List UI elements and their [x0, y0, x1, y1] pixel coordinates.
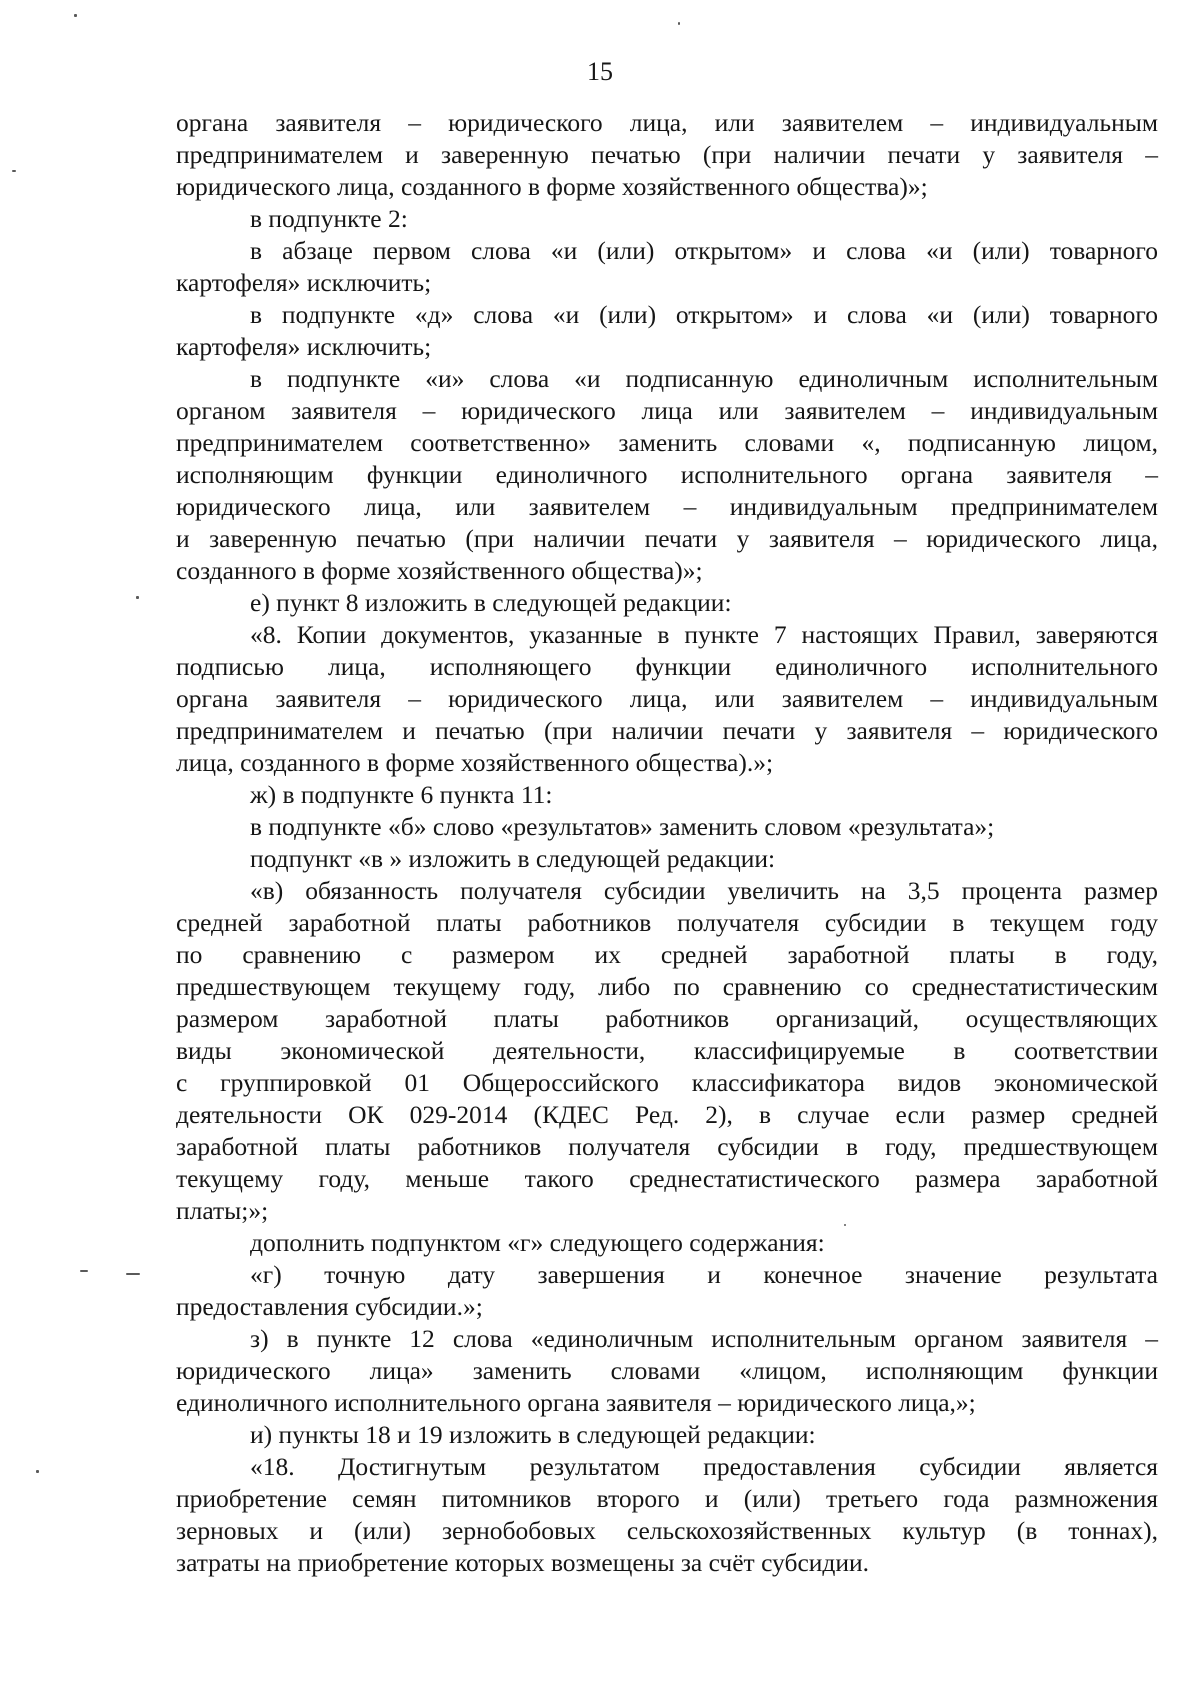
scan-speck [80, 1270, 88, 1272]
text-line: с группировкой 01 Общероссийского классификатора видов экономической [176, 1068, 1158, 1097]
text-line: деятельности ОК 029-2014 (КДЕС Ред. 2), в случае если размер средней [176, 1100, 1158, 1129]
scan-speck [844, 1224, 846, 1226]
text-line: лица, созданного в форме хозяйственного общества).»; [176, 748, 774, 777]
text-line: юридического лица, созданного в форме хозяйственного общества)»; [176, 172, 928, 201]
text-line: картофеля» исключить; [176, 332, 432, 361]
text-line: «18. Достигнутым результатом предоставления субсидии является [250, 1452, 1158, 1481]
text-line: единоличного исполнительного органа заявителя – юридического лица,»; [176, 1388, 976, 1417]
text-line: исполняющим функции единоличного исполнительного органа заявителя – [176, 460, 1158, 489]
text-line: дополнить подпунктом «г» следующего содержания: [250, 1228, 825, 1257]
scan-speck [126, 1273, 140, 1275]
text-line: текущему году, меньше такого среднестатистического размера заработной [176, 1164, 1158, 1193]
text-line: заработной платы работников получателя субсидии в году, предшествующем [176, 1132, 1158, 1161]
text-line: и) пункты 18 и 19 изложить в следующей редакции: [250, 1420, 816, 1449]
text-line: в абзаце первом слова «и (или) открытом» и слова «и (или) товарного [250, 236, 1158, 265]
text-line: подписью лица, исполняющего функции единоличного исполнительного [176, 652, 1158, 681]
text-line: средней заработной платы работников получателя субсидии в текущем году [176, 908, 1158, 937]
text-line: юридического лица, или заявителем – индивидуальным предпринимателем [176, 492, 1158, 521]
page-number: 15 [587, 57, 613, 86]
scan-speck [136, 596, 139, 599]
document-body [176, 107, 1158, 1579]
text-line: в подпункте 2: [250, 204, 408, 233]
text-line: и заверенную печатью (при наличии печати у заявителя – юридического лица, [176, 524, 1158, 553]
text-line: в подпункте «д» слова «и (или) открытом» и слова «и (или) товарного [250, 300, 1158, 329]
text-line: предпринимателем и заверенную печатью (при наличии печати у заявителя – [176, 140, 1158, 169]
text-line: «в) обязанность получателя субсидии увеличить на 3,5 процента размер [250, 876, 1158, 905]
text-line: «8. Копии документов, указанные в пункте 7 настоящих Правил, заверяются [250, 620, 1158, 649]
text-line: предоставления субсидии.»; [176, 1292, 483, 1321]
scan-speck [74, 14, 77, 17]
scan-speck [678, 22, 680, 25]
text-line: органа заявителя – юридического лица, или заявителем – индивидуальным [176, 684, 1158, 713]
scan-speck [36, 1470, 39, 1473]
text-line: юридического лица» заменить словами «лицом, исполняющим функции [176, 1356, 1158, 1385]
text-line: предпринимателем и печатью (при наличии печати у заявителя – юридического [176, 716, 1158, 745]
scan-speck [12, 170, 16, 172]
text-line: зерновых и (или) зернобобовых сельскохозяйственных культур (в тоннах), [176, 1516, 1158, 1545]
text-line: предшествующем текущему году, либо по сравнению со среднестатистическим [176, 972, 1158, 1001]
text-line: платы;»; [176, 1196, 269, 1225]
text-line: затраты на приобретение которых возмещены за счёт субсидии. [176, 1548, 870, 1577]
text-line: органа заявителя – юридического лица, или заявителем – индивидуальным [176, 108, 1158, 137]
text-line: подпункт «в » изложить в следующей редакции: [250, 844, 776, 873]
text-line: виды экономической деятельности, классифицируемые в соответствии [176, 1036, 1158, 1065]
text-line: созданного в форме хозяйственного общества)»; [176, 556, 703, 585]
text-line: картофеля» исключить; [176, 268, 432, 297]
text-line: в подпункте «б» слово «результатов» заменить словом «результата»; [250, 812, 995, 841]
text-line: предпринимателем соответственно» заменить словами «, подписанную лицом, [176, 428, 1158, 457]
text-line: «г) точную дату завершения и конечное значение результата [250, 1260, 1158, 1289]
text-line: е) пункт 8 изложить в следующей редакции: [250, 588, 732, 617]
text-line: в подпункте «и» слова «и подписанную единоличным исполнительным [250, 364, 1158, 393]
text-line: приобретение семян питомников второго и (или) третьего года размножения [176, 1484, 1158, 1513]
text-line: з) в пункте 12 слова «единоличным исполнительным органом заявителя – [250, 1324, 1158, 1353]
text-line: органом заявителя – юридического лица или заявителем – индивидуальным [176, 396, 1158, 425]
text-line: ж) в подпункте 6 пункта 11: [250, 780, 553, 809]
text-line: размером заработной платы работников организаций, осуществляющих [176, 1004, 1158, 1033]
text-line: по сравнению с размером их средней заработной платы в году, [176, 940, 1158, 969]
